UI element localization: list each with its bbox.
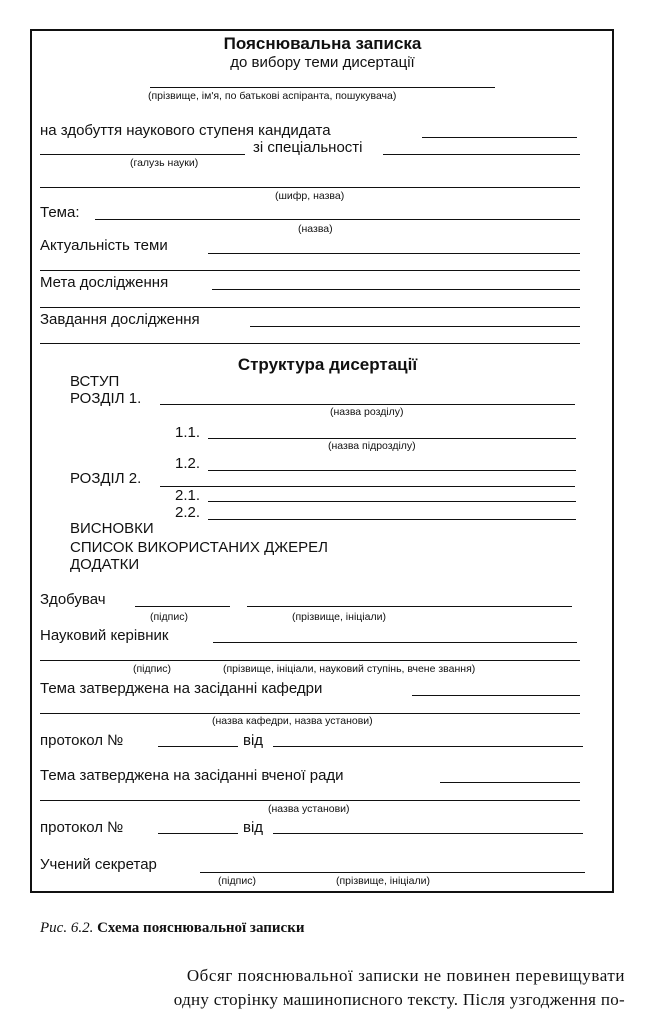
degree-label: на здобуття наукового ступеня кандидата [40,122,331,139]
hint-signature-2: (підпис) [133,663,171,675]
hint-person: (прізвище, ім'я, по батькові аспіранта, пошукувача) [148,90,397,102]
degree-line[interactable] [422,137,577,138]
institution-line[interactable] [40,800,580,801]
body-line-1: Обсяг пояснювальної записки не повинен перевищувати [186,966,625,985]
applicant-name-line[interactable] [247,606,572,607]
chapter1-line[interactable] [160,404,575,405]
secretary-label: Учений секретар [40,856,157,873]
sec-2-2-label: 2.2. [175,504,201,521]
hint-surname-initials-2: (прізвище, ініціали) [336,875,430,887]
structure-title: Структура дисертації [237,355,418,374]
hint-signature: (підпис) [150,611,188,623]
dept-line[interactable] [40,713,580,714]
sec-1-1-label: 1.1. [175,424,201,441]
from-label-2: від [243,819,264,836]
person-line[interactable] [150,87,495,88]
protocol-date-line[interactable] [273,746,583,747]
chapter1-label: РОЗДІЛ 1. [70,390,142,407]
approved-council-label: Тема затверджена на засіданні вченої ради [40,767,344,784]
protocol-number-line-2[interactable] [158,833,238,834]
sec-1-2-line[interactable] [208,470,576,471]
figure-caption [40,920,305,937]
intro-label: ВСТУП [70,373,120,390]
applicant-signature-line[interactable] [135,606,230,607]
hint-field: (галузь науки) [130,157,199,169]
protocol-label: протокол № [40,732,124,749]
supervisor-label: Науковий керівник [40,627,169,644]
caption-prefix: Рис. 6.2. [40,920,94,936]
supervisor-line[interactable] [213,642,577,643]
sec-1-1-line[interactable] [208,438,576,439]
hint-surname-initials: (прізвище, ініціали) [292,611,386,623]
protocol-date-line-2[interactable] [273,833,583,834]
approved-council-line[interactable] [440,782,580,783]
sec-1-2-label: 1.2. [175,455,201,472]
chapter2-label: РОЗДІЛ 2. [70,470,142,487]
tasks-label: Завдання дослідження [40,311,200,328]
topic-line[interactable] [95,219,580,220]
approved-dept-label: Тема затверджена на засіданні кафедри [40,680,323,697]
form-title: Пояснювальна записка [223,34,422,53]
applicant-label: Здобувач [40,591,106,608]
references-label: СПИСОК ВИКОРИСТАНИХ ДЖЕРЕЛ [70,539,328,556]
relevance-line-2[interactable] [40,270,580,271]
supervisor-line-2[interactable] [40,660,580,661]
sec-2-1-line[interactable] [208,501,576,502]
hint-subsection: (назва підрозділу) [328,440,416,452]
goal-label: Мета дослідження [40,274,169,291]
speciality-line[interactable] [383,154,580,155]
field-line[interactable] [40,154,245,155]
secretary-line[interactable] [200,872,585,873]
protocol-number-line[interactable] [158,746,238,747]
relevance-line[interactable] [208,253,580,254]
appendices-label: ДОДАТКИ [70,556,140,573]
speciality-label: зі спеціальності [253,139,363,156]
form-frame [30,29,614,893]
sec-2-2-line[interactable] [208,519,576,520]
body-line-2: одну сторінку машинописного тексту. Після узгодження по- [173,990,625,1009]
tasks-line-2[interactable] [40,343,580,344]
protocol-label-2: протокол № [40,819,124,836]
hint-supervisor-details: (прізвище, ініціали, науковий ступінь, вчене звання) [223,663,476,675]
tasks-line[interactable] [250,326,580,327]
sec-2-1-label: 2.1. [175,487,201,504]
form-subtitle: до вибору теми дисертації [230,54,415,71]
goal-line-2[interactable] [40,307,580,308]
chapter2-line[interactable] [160,486,575,487]
conclusions-label: ВИСНОВКИ [70,520,154,537]
approved-dept-line[interactable] [412,695,580,696]
code-line[interactable] [40,187,580,188]
hint-signature-3: (підпис) [218,875,256,887]
from-label: від [243,732,264,749]
hint-code: (шифр, назва) [275,190,345,202]
goal-line[interactable] [212,289,580,290]
topic-label: Тема: [40,204,80,221]
hint-chapter: (назва розділу) [330,406,404,418]
hint-name: (назва) [298,223,333,235]
caption-title: Схема пояснювальної записки [97,920,305,936]
hint-dept: (назва кафедри, назва установи) [212,715,373,727]
hint-institution: (назва установи) [268,803,350,815]
relevance-label: Актуальність теми [40,237,168,254]
